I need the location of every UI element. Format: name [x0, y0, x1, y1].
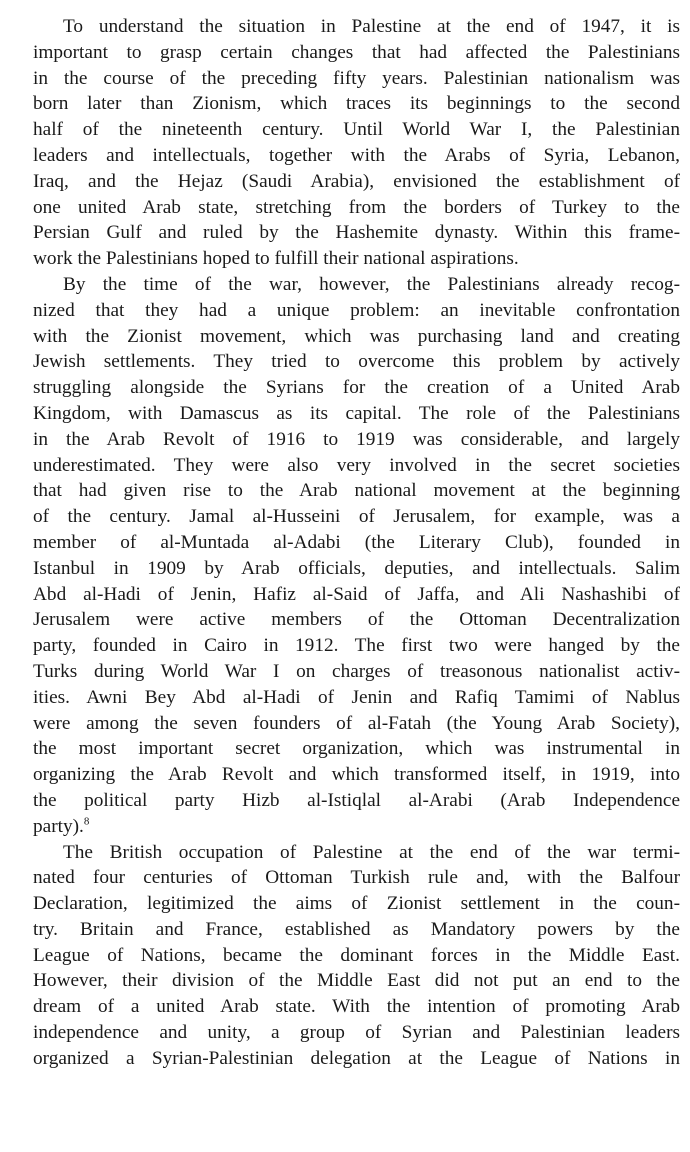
text-line: Turks during World War I on charges of treasonous nationalist activ-	[33, 660, 680, 682]
paragraph	[33, 14, 680, 272]
text-line: Kingdom, with Damascus as its capital. The role of the Palestinians	[33, 402, 680, 424]
text-line: Iraq, and the Hejaz (Saudi Arabia), envisioned the establishment of	[33, 170, 680, 192]
text-line: Declaration, legitimized the aims of Zionist settlement in the coun-	[33, 893, 680, 915]
paragraph	[33, 272, 680, 840]
text-line: struggling alongside the Syrians for the creation of a United Arab	[33, 377, 680, 399]
text-line: Abd al-Hadi of Jenin, Hafiz al-Said of Jaffa, and Ali Nashashibi of	[33, 583, 680, 605]
text-line: important to grasp certain changes that had affected the Palestinians	[33, 41, 680, 63]
text-line: that had given rise to the Arab national movement at the beginning	[33, 480, 680, 502]
footnote-marker: 8	[83, 815, 90, 828]
text-line: dream of a united Arab state. With the intention of promoting Arab	[33, 996, 680, 1018]
text-line: with the Zionist movement, which was purchasing land and creating	[33, 325, 680, 347]
text-line: independence and unity, a group of Syrian and Palestinian leaders	[33, 1022, 680, 1044]
text-line: nated four centuries of Ottoman Turkish rule and, with the Balfour	[33, 867, 680, 889]
text-line: underestimated. They were also very involved in the secret societies	[33, 454, 680, 476]
text-line: By the time of the war, however, the Palestinians already recog-	[63, 273, 680, 295]
text-line: born later than Zionism, which traces its beginnings to the second	[33, 93, 680, 115]
text-line: Jerusalem were active members of the Ottoman Decentralization	[33, 609, 680, 631]
text-line: work the Palestinians hoped to fulfill their national aspirations.	[33, 248, 519, 270]
text-line: leaders and intellectuals, together with the Arabs of Syria, Lebanon,	[33, 144, 680, 166]
text-line: in the Arab Revolt of 1916 to 1919 was considerable, and largely	[33, 428, 680, 450]
body-text	[33, 14, 680, 1072]
text-line: try. Britain and France, established as Mandatory powers by the	[33, 918, 680, 940]
text-line: To understand the situation in Palestine at the end of 1947, it is	[63, 16, 680, 37]
text-line: nized that they had a unique problem: an inevitable confrontation	[33, 299, 680, 321]
paragraph	[33, 840, 680, 1072]
text-line: organizing the Arab Revolt and which transformed itself, in 1919, into	[33, 764, 680, 786]
text-line: the most important secret organization, which was instrumental in	[33, 738, 680, 760]
text-line: organized a Syrian-Palestinian delegation at the League of Nations in	[33, 1047, 680, 1069]
text-line: member of al-Muntada al-Adabi (the Literary Club), founded in	[33, 531, 680, 553]
text-line: However, their division of the Middle East did not put an end to the	[33, 970, 680, 992]
text-line: were among the seven founders of al-Fatah (the Young Arab Society),	[33, 712, 680, 734]
text-line: party).$^8$	[33, 815, 90, 837]
text-line: Istanbul in 1909 by Arab officials, deputies, and intellectuals. Salim	[33, 557, 680, 579]
text-line: of the century. Jamal al-Husseini of Jerusalem, for example, was a	[33, 506, 680, 528]
text-line: party, founded in Cairo in 1912. The first two were hanged by the	[33, 635, 680, 657]
text-line: one united Arab state, stretching from the borders of Turkey to the	[33, 196, 680, 218]
text-line: half of the nineteenth century. Until World War I, the Palestinian	[33, 119, 680, 141]
text-line: in the course of the preceding fifty years. Palestinian nationalism was	[33, 67, 680, 89]
text-line: The British occupation of Palestine at the end of the war termi-	[63, 841, 680, 863]
text-line: League of Nations, became the dominant forces in the Middle East.	[33, 944, 680, 966]
text-line: Jewish settlements. They tried to overcome this problem by actively	[33, 351, 680, 373]
text-line: the political party Hizb al-Istiqlal al-Arabi (Arab Independence	[33, 789, 680, 811]
text-line: ities. Awni Bey Abd al-Hadi of Jenin and Rafiq Tamimi of Nablus	[33, 686, 680, 708]
text-line: Persian Gulf and ruled by the Hashemite dynasty. Within this frame-	[33, 222, 680, 244]
